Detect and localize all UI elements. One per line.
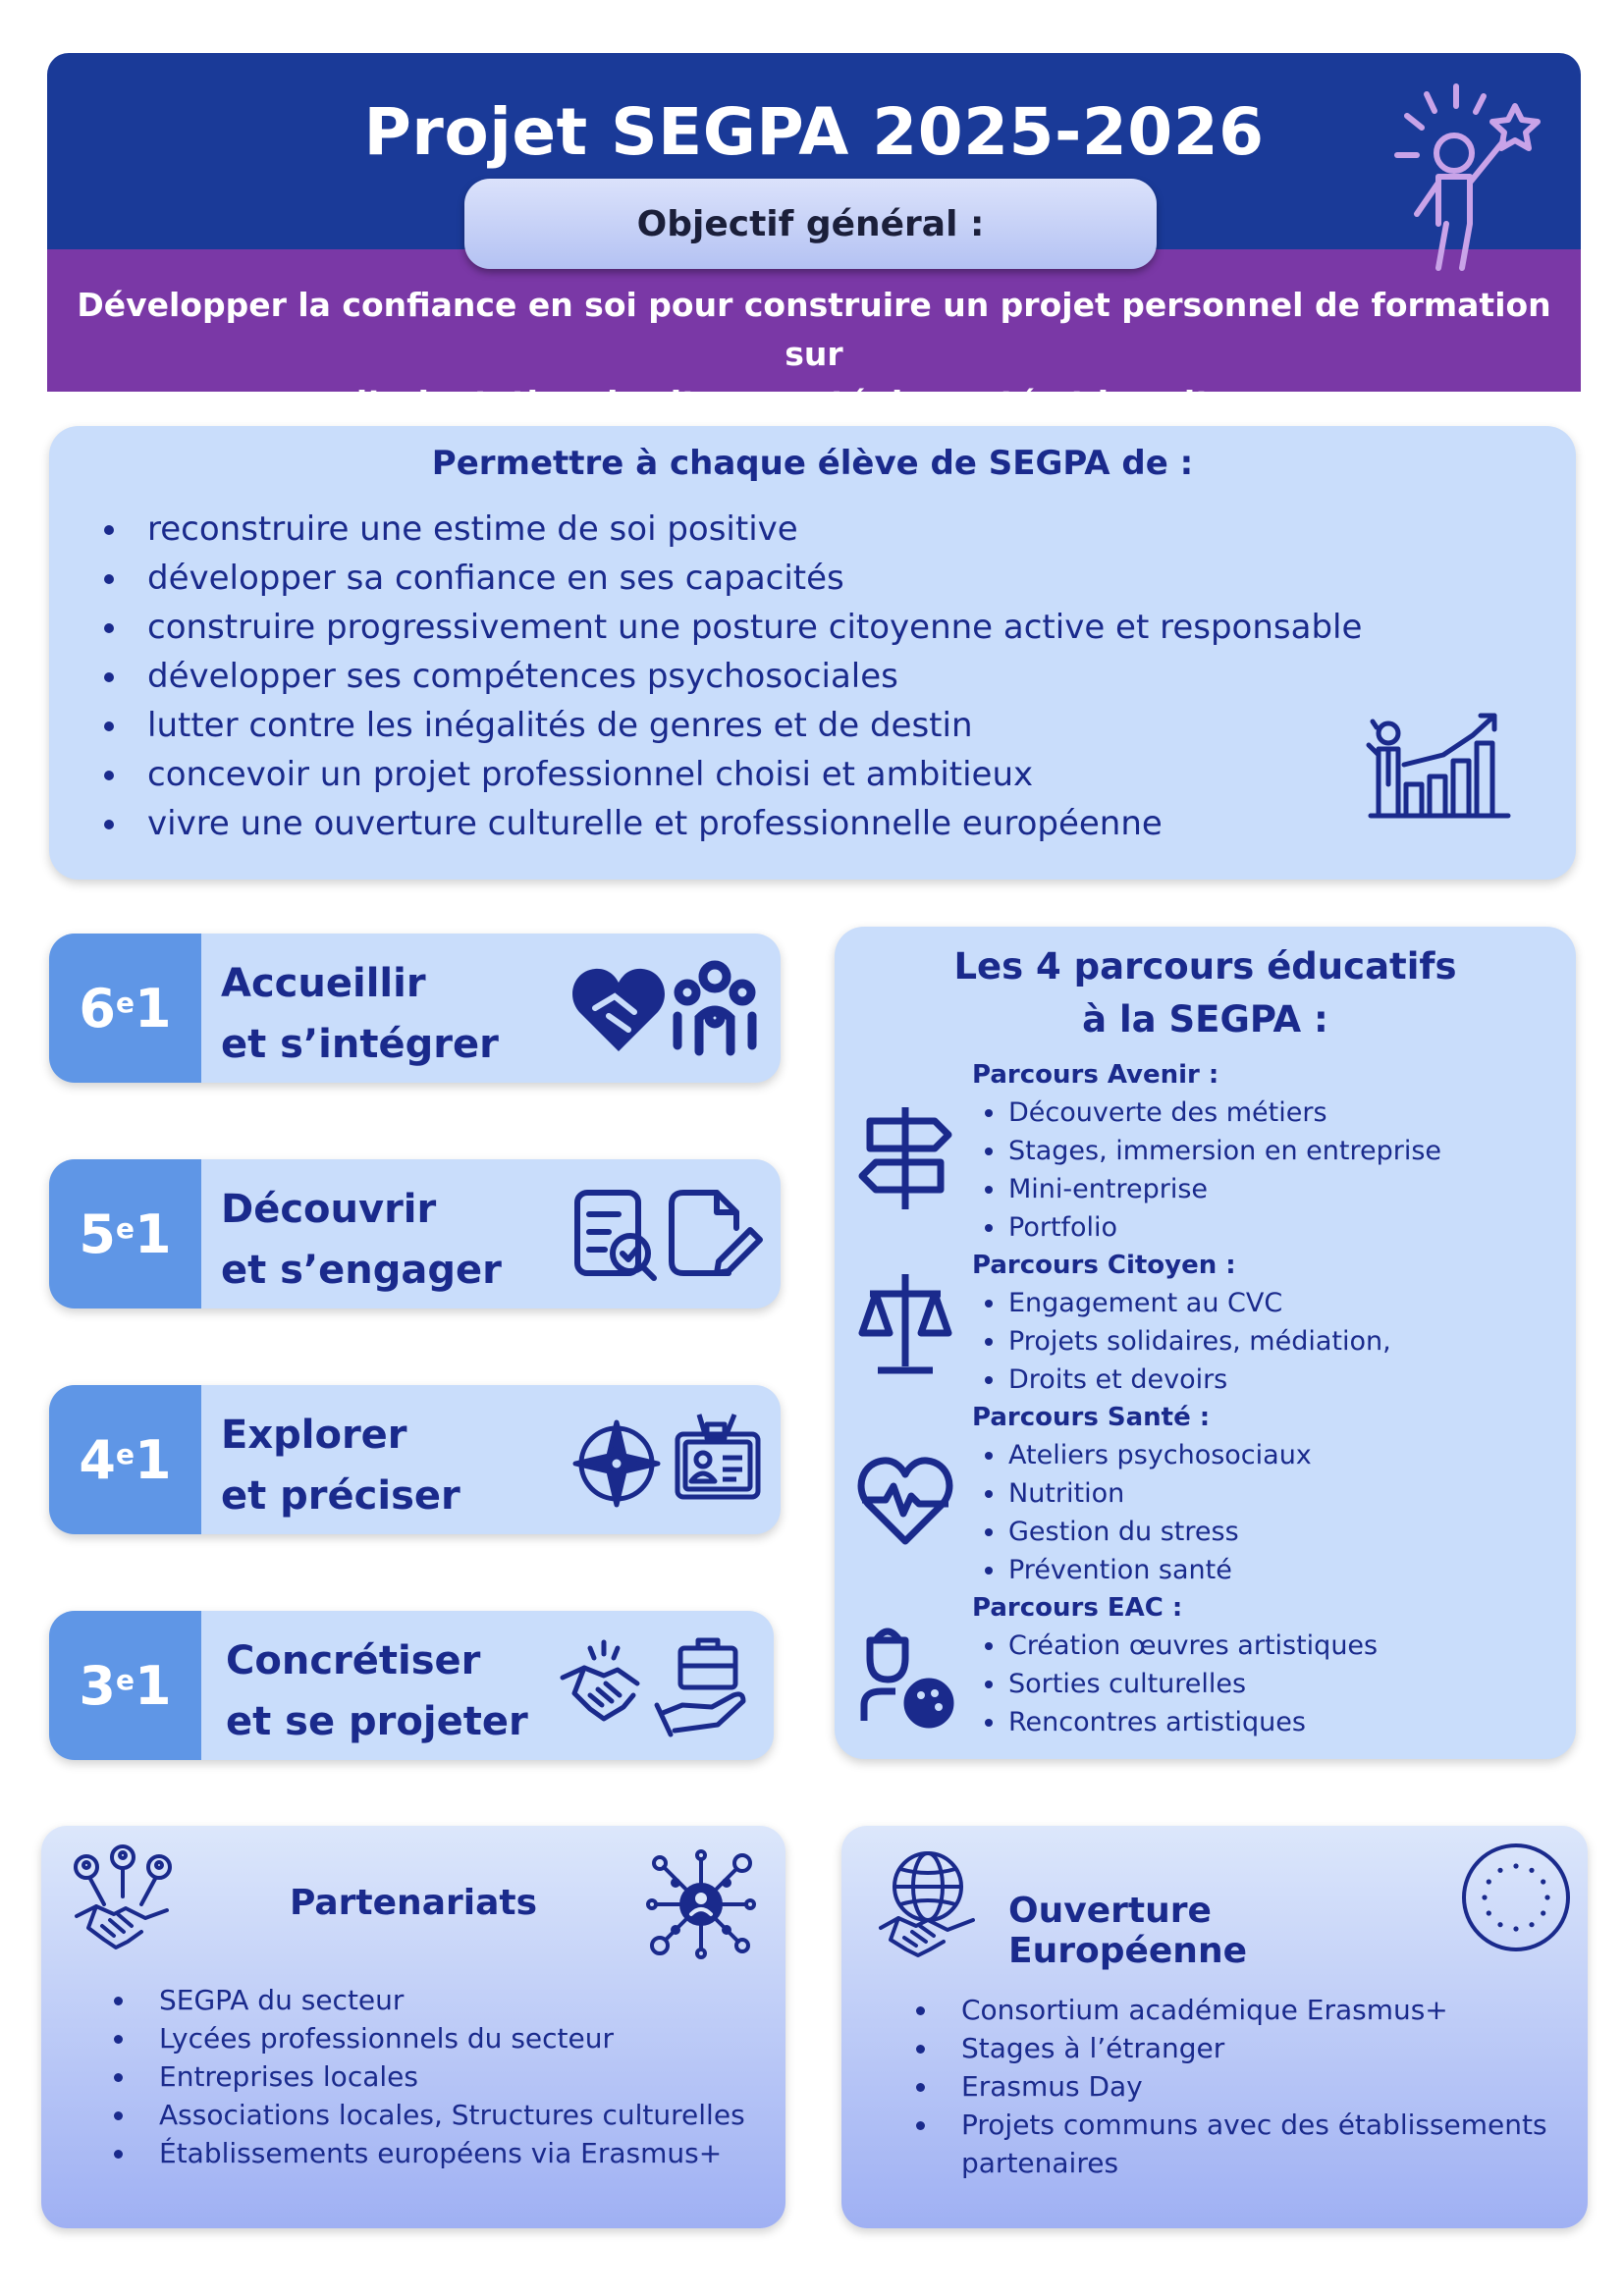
europe-list xyxy=(961,1991,1570,2182)
level-card-3e xyxy=(49,1611,774,1760)
parcours-eac-heading: Parcours EAC : xyxy=(972,1593,1183,1623)
level-line1: Concrétiser xyxy=(226,1638,481,1683)
globe-handshake-icon xyxy=(877,1847,979,1957)
growth-chart-icon xyxy=(1365,706,1512,824)
parcours-sante-heading: Parcours Santé : xyxy=(972,1403,1211,1432)
mission-title: Permettre à chaque élève de SEGPA de : xyxy=(431,444,1194,483)
list-item: Projets solidaires, médiation, xyxy=(972,1322,1561,1361)
scales-icon xyxy=(856,1270,954,1378)
artist-palette-icon xyxy=(856,1619,954,1727)
list-item: Mini-entreprise xyxy=(972,1170,1561,1208)
list-item: lutter contre les inégalités de genres et de destin xyxy=(147,701,1473,750)
level-line2: et s’engager xyxy=(221,1248,502,1293)
parcours-avenir-heading: Parcours Avenir : xyxy=(972,1060,1219,1090)
network-people-icon xyxy=(646,1849,756,1959)
partners-list xyxy=(159,1981,768,2172)
eu-stars-icon xyxy=(1460,1842,1572,1953)
level-badge: 4 $^e$ 1 xyxy=(49,1385,201,1534)
list-item: développer sa confiance en ses capacités xyxy=(147,554,1473,603)
list-item: concevoir un projet professionnel choisi et ambitieux xyxy=(147,750,1473,799)
goal-text-line2: l’orientation, la citoyenneté, la santé et la culture xyxy=(355,384,1272,422)
mission-panel xyxy=(49,426,1576,880)
star-child-icon xyxy=(1368,67,1564,293)
list-item: Prévention santé xyxy=(972,1551,1561,1589)
level-title xyxy=(221,1179,594,1301)
level-line1: Accueillir xyxy=(221,961,426,1006)
parcours-title-line2: à la SEGPA : xyxy=(1082,998,1328,1041)
header-banner xyxy=(47,53,1581,422)
list-item: Rencontres artistiques xyxy=(972,1703,1561,1741)
list-item: Établissements européens via Erasmus+ xyxy=(159,2134,768,2172)
level-line2: et préciser xyxy=(221,1473,460,1519)
parcours-list xyxy=(972,1056,1561,1741)
id-badge-icon xyxy=(677,1415,758,1497)
list-item: SEGPA du secteur xyxy=(159,1981,768,2019)
list-item: Projets communs avec des établissements xyxy=(961,2106,1570,2144)
signpost-icon xyxy=(856,1103,954,1211)
list-item: Erasmus Day xyxy=(961,2067,1570,2106)
parcours-title-line1: Les 4 parcours éducatifs xyxy=(953,945,1457,988)
list-item: développer ses compétences psychosociales xyxy=(147,652,1473,701)
briefcase-hand-icon xyxy=(657,1640,743,1735)
list-item: vivre une ouverture culturelle et professionnelle européenne xyxy=(147,799,1473,848)
parcours-citoyen-heading: Parcours Citoyen : xyxy=(972,1251,1236,1280)
list-item: Nutrition xyxy=(972,1474,1561,1513)
list-item: Découverte des métiers xyxy=(972,1094,1561,1132)
list-item: Gestion du stress xyxy=(972,1513,1561,1551)
handshake-icon xyxy=(555,1634,751,1736)
heart-handshake-icon xyxy=(569,957,766,1059)
partners-panel xyxy=(41,1826,785,2228)
edit-document-icon xyxy=(672,1193,760,1273)
level-card-6e xyxy=(49,934,781,1083)
level-title xyxy=(221,953,594,1075)
europe-panel xyxy=(841,1826,1588,2228)
list-item: Ateliers psychosociaux xyxy=(972,1436,1561,1474)
level-line1: Explorer xyxy=(221,1413,407,1458)
list-item-continued: partenaires xyxy=(961,2147,1119,2179)
heartbeat-icon xyxy=(856,1447,954,1555)
list-item: Création œuvres artistiques xyxy=(972,1627,1561,1665)
list-item: Associations locales, Structures culturelles xyxy=(159,2096,768,2134)
list-item: Sorties culturelles xyxy=(972,1665,1561,1703)
level-badge: 5 $^e$ 1 xyxy=(49,1159,201,1308)
list-item: reconstruire une estime de soi positive xyxy=(147,505,1473,554)
page-title: Projet SEGPA 2025-2026 xyxy=(363,94,1265,170)
list-item: Lycées professionnels du secteur xyxy=(159,2019,768,2057)
mission-list xyxy=(147,505,1473,848)
level-line1: Découvrir xyxy=(221,1187,437,1232)
europe-title: Ouverture Européenne xyxy=(1008,1891,1247,1971)
list-item: construire progressivement une posture citoyenne active et responsable xyxy=(147,603,1473,652)
level-title xyxy=(221,1405,594,1526)
level-badge: 3 $^e$ 1 xyxy=(49,1611,201,1760)
partners-title: Partenariats xyxy=(289,1883,538,1923)
goal-label: Objectif général : xyxy=(464,179,1157,269)
level-line2: et s’intégrer xyxy=(221,1022,499,1067)
goal-text-line1: Développer la confiance en soi pour construire un projet personnel de formation sur xyxy=(77,286,1551,373)
level-card-5e xyxy=(49,1159,781,1308)
level-title xyxy=(226,1630,599,1752)
parcours-panel xyxy=(835,927,1576,1759)
list-item: Stages, immersion en entreprise xyxy=(972,1132,1561,1170)
group-icon xyxy=(677,965,752,1051)
list-item: Stages à l’étranger xyxy=(961,2029,1570,2067)
level-line2: et se projeter xyxy=(226,1699,528,1744)
level-card-4e xyxy=(49,1385,781,1534)
compass-icon xyxy=(569,1409,766,1511)
list-item: Portfolio xyxy=(972,1208,1561,1247)
parcours-title xyxy=(835,940,1576,1046)
checklist-icon xyxy=(569,1183,766,1285)
list-item: Entreprises locales xyxy=(159,2057,768,2096)
level-badge: 6 $^e$ 1 xyxy=(49,934,201,1083)
goal-text xyxy=(67,281,1561,428)
list-item: Consortium académique Erasmus+ xyxy=(961,1991,1570,2029)
list-item: Droits et devoirs xyxy=(972,1361,1561,1399)
list-item: Engagement au CVC xyxy=(972,1284,1561,1322)
